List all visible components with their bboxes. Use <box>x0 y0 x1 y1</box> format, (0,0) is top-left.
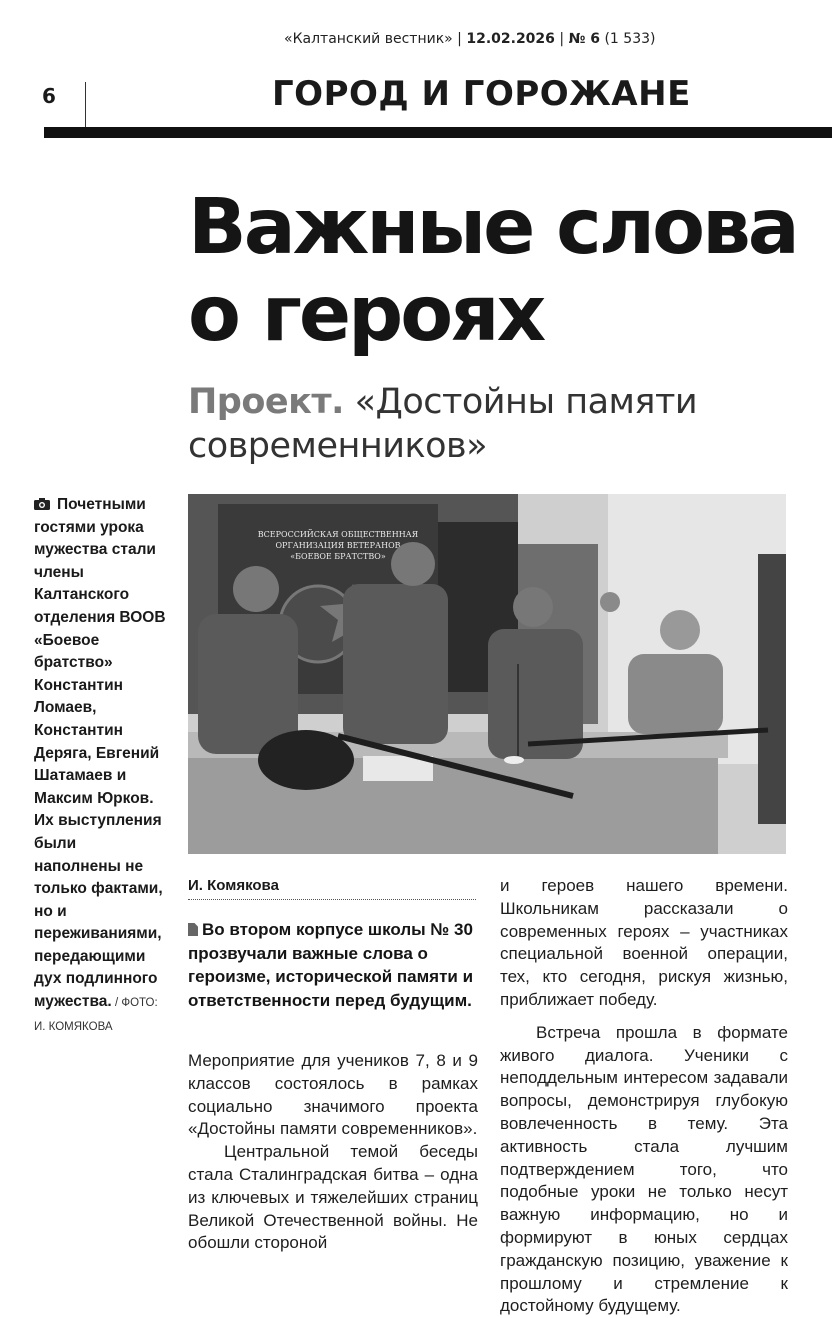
article-column-1 <box>188 1050 478 1255</box>
paragraph: Центральной темой беседы стала Сталинградская битва – одна из ключевых и тяжелейших страниц Великой Отечественной войны. Не обошли стороной <box>188 1142 478 1253</box>
banner-text-3: «БОЕВОЕ БРАТСТВО» <box>290 552 386 561</box>
issue-date: 12.02.2026 <box>466 31 555 47</box>
issue-total: (1 533) <box>600 31 656 47</box>
paragraph: и героев нашего времени. Школьникам рассказали о современных героях – участниках специальной военной операции, тех, кто сегодня, рискуя жизнью, приближает победу. <box>500 876 788 1009</box>
issue-number: № 6 <box>568 31 601 47</box>
subheadline-label: Проект. <box>188 382 344 422</box>
banner-text-1: ВСЕРОССИЙСКАЯ ОБЩЕСТВЕННАЯ <box>257 530 419 539</box>
byline-rule <box>188 899 476 900</box>
camera-icon <box>34 498 50 510</box>
photo-caption-text: Почетными гостями урока мужества стали члены Калтанского отделения ВООВ «Боевое братство» Константин Ломаев, Константин Деряга, Евгений Шатамаев и Максим Юрков. Их выступления были наполнены не только фактами, но и переживаниями, передающими дух подлинного мужества. <box>34 496 166 1011</box>
document-icon <box>188 923 198 936</box>
lead-paragraph <box>188 918 478 1012</box>
headline-line-1: Важные слова <box>188 183 797 272</box>
photo-caption <box>34 494 166 1038</box>
article-photo-illustration <box>188 494 786 854</box>
paragraph: Мероприятие для учеников 7, 8 и 9 классов состоялось в рамках социально значимого проекта «Достойны памяти современников». <box>188 1051 478 1139</box>
headline-line-2: о героях <box>188 270 544 359</box>
masthead-separator: | <box>452 31 467 47</box>
article-column-2 <box>500 875 788 1318</box>
header-rule <box>44 127 832 138</box>
headline <box>188 184 818 358</box>
masthead <box>284 31 655 47</box>
subheadline-text: «Достойны памяти современников» <box>188 382 698 466</box>
page-number: 6 <box>42 84 56 108</box>
photo-credit: / ФОТО: И. КОМЯКОВА <box>34 997 158 1033</box>
section-divider <box>85 82 86 128</box>
paragraph: Встреча прошла в формате живого диалога. Ученики с неподдельным интересом задавали вопросы, демонстрируя глубокую вовлеченность в тему. Эта активность стала лучшим подтверждением того, что подобные уроки не только несут важную информацию, но и формируют в юных сердцах гражданскую позицию, уважение к прошлому и стремление к достойному будущему. <box>500 1022 788 1316</box>
banner-text-2: ОРГАНИЗАЦИЯ ВЕТЕРАНОВ <box>275 541 401 550</box>
article-photo <box>188 494 786 854</box>
lead-text: Во втором корпусе школы № 30 прозвучали важные слова о героизме, исторической памяти и ответственности перед будущим. <box>188 920 474 1010</box>
paper-name: «Калтанский вестник» <box>284 31 453 47</box>
masthead-separator-2: | <box>554 31 569 47</box>
section-title: ГОРОД И ГОРОЖАНЕ <box>272 74 691 114</box>
byline: И. Комякова <box>188 877 279 894</box>
subheadline <box>188 380 788 468</box>
